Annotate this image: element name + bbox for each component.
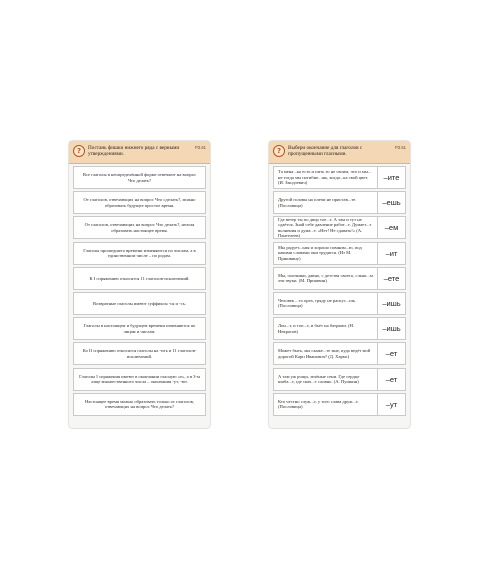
statement-text: Глаголы прошедшего времени изменяются по числам, а в единственном числе – по родам. — [83, 247, 196, 259]
statement-text: Возвратные глаголы имеют суффиксы -ся и -сь. — [93, 300, 186, 306]
right-card-code: РЗ.51 — [394, 145, 406, 150]
statement-tile[interactable] — [73, 292, 206, 315]
sentence-tile[interactable] — [273, 292, 406, 315]
ending-slot[interactable]: –ете — [377, 268, 405, 289]
statement-tile[interactable] — [73, 267, 206, 290]
statement-text: Все глаголы в неопределённой форме отвечают на вопрос Что делать? — [82, 172, 197, 183]
ending-slot[interactable]: –ет — [377, 343, 405, 364]
statement-tile[interactable] — [73, 368, 206, 391]
right-card-title: Выбери окончание для глаголов с пропущенными гласными. — [288, 145, 363, 158]
statement-tile[interactable] — [73, 393, 206, 416]
left-card-code: РЗ.61 — [194, 145, 206, 150]
sentence-text: Мы, охотники, давно, с детства своего, слыш...м эти звуки. (М. Пришвин) — [278, 272, 373, 284]
left-card-header — [69, 141, 210, 164]
ending-slot[interactable]: –ут — [377, 394, 405, 415]
ending-slot[interactable]: –ет — [377, 369, 405, 390]
left-card — [69, 141, 210, 428]
statement-tile[interactable] — [73, 342, 206, 365]
ending-slot[interactable]: –ите — [377, 167, 405, 188]
sentence-tile[interactable] — [273, 342, 406, 365]
sentence-tile[interactable] — [273, 393, 406, 416]
ending-slot[interactable]: –ешь — [377, 192, 405, 213]
statement-tile[interactable] — [73, 191, 206, 214]
question-icon: ? — [273, 145, 285, 157]
sentence-text: А там уж рощи, зелёные сени. Где сердце шиба...т, где скач...т словно. (А. Пушкин) — [278, 373, 360, 384]
statement-tile[interactable] — [73, 216, 206, 239]
statement-tile[interactable] — [73, 317, 206, 340]
sentence-text: Может быть, мы скаже...те мне, куда ведёт мой дорогой Карп Иванович? (Д. Хармс) — [278, 348, 371, 359]
statement-text: Глаголы в настоящем и будущем времени изменяются по лицам и числам. — [83, 323, 196, 334]
statement-text: Ко II спряжению относятся глаголы на -ить и 11 глаголов-исключений. — [82, 348, 197, 359]
left-card-rows — [73, 166, 206, 418]
statement-text: К I спряжению относятся 11 глаголов-исключений. — [89, 275, 190, 281]
ending-slot[interactable]: –ит — [377, 243, 405, 264]
sentence-text: Другой головы на плечи не пристав...те. (Пословица) — [278, 197, 357, 208]
sentence-text: Мы радует...ьмя и хорошо помним...ю, под какими словами они трудятся. (Из М. Пришвину) — [278, 244, 362, 261]
sentence-text: Где ветер ты по двор тое...т. А там и тут не сдаётся. Знай себе давление работ...т. Думает...т волнения и дума...т. «Нет! Не сдавать!» (А. Пантелеев) — [278, 217, 372, 239]
statement-text: Настоящее время можно образовать только от глаголов, отвечающих на вопрос Что делать? — [85, 398, 194, 410]
right-card-header — [269, 141, 410, 164]
right-card — [269, 141, 410, 428]
sentence-text: Кто честно служ...т, у того слава друж...т. (Пословица) — [278, 398, 359, 410]
statement-text: От глаголов, отвечающих на вопрос Что делать?, нельзя образовать настоящее время. — [84, 222, 195, 233]
ending-slot[interactable]: –ем — [377, 217, 405, 238]
left-card-title: Постань фишки нижнего ряда с верными утверждениями. — [88, 145, 180, 158]
ending-slot[interactable]: –ишь — [377, 318, 405, 339]
statement-tile[interactable] — [73, 242, 206, 265]
question-icon: ? — [73, 145, 85, 157]
statement-text: Глаголы I спряжения имеют в окончании гласную «е», а в 3-м лице множественного числа – окончания -ут, -ют. — [79, 373, 200, 384]
ending-slot[interactable]: –ишь — [377, 293, 405, 314]
sentence-text: Та мена...ка есть и пить то не своим, что и мы... не тогда мы погибне...шь, когда...ка свой цвет. (И. Змодзевич) — [278, 169, 372, 186]
statement-tile[interactable] — [73, 166, 206, 189]
sentence-text: Человек – то орех, гряду не раскус...шь. (Пословица) — [278, 298, 357, 309]
sentence-tile[interactable] — [273, 317, 406, 340]
sentence-text: Лон...т, и топ...т, и бьёт на батрами. (Н. Некрасов) — [278, 323, 355, 334]
statement-text: От глаголов, отвечающих на вопрос Что сделать?, можно образовать будущее простое время. — [83, 197, 196, 208]
sentence-tile[interactable] — [273, 191, 406, 214]
sentence-tile[interactable] — [273, 267, 406, 290]
sentence-tile[interactable] — [273, 216, 406, 239]
sentence-tile[interactable] — [273, 166, 406, 189]
sentence-tile[interactable] — [273, 242, 406, 265]
right-card-rows — [273, 166, 406, 418]
sentence-tile[interactable] — [273, 368, 406, 391]
